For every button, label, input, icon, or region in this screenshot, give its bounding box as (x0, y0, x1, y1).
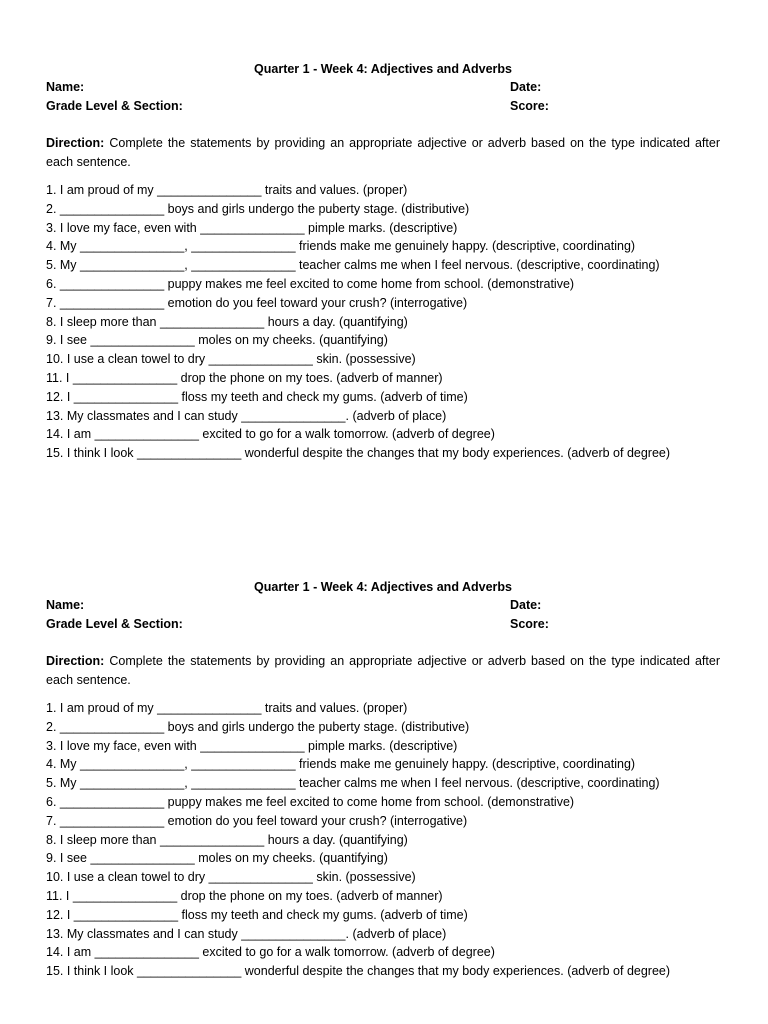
exercise-item-10: 10. I use a clean towel to dry _______________ skin. (possessive) (46, 352, 416, 367)
direction-text: Complete the statements by providing an appropriate adjective or adverb based on the type indicated after each sentence. (46, 136, 720, 169)
grade-score-row (46, 615, 720, 634)
direction-label: Direction: (46, 136, 105, 150)
exercise-item-6: 6. _______________ puppy makes me feel excited to come home from school. (demonstrative) (46, 794, 575, 809)
exercise-item-7: 7. _______________ emotion do you feel toward your crush? (interrogative) (46, 295, 468, 310)
exercise-item-11: 11. I _______________ drop the phone on my toes. (adverb of manner) (46, 888, 443, 903)
exercise-item-13: 13. My classmates and I can study _______________. (adverb of place) (46, 926, 447, 941)
score-label: Score: (510, 617, 549, 631)
exercise-item-8: 8. I sleep more than _______________ hours a day. (quantifying) (46, 314, 408, 329)
exercise-item-6: 6. _______________ puppy makes me feel excited to come home from school. (demonstrative) (46, 276, 575, 291)
exercise-item-1: 1. I am proud of my _______________ traits and values. (proper) (46, 183, 408, 197)
exercise-item-14: 14. I am _______________ excited to go for a walk tomorrow. (adverb of degree) (46, 427, 495, 442)
exercise-item-11: 11. I _______________ drop the phone on my toes. (adverb of manner) (46, 370, 443, 385)
grade-section-label: Grade Level & Section: (46, 99, 183, 113)
exercise-item-8: 8. I sleep more than _______________ hours a day. (quantifying) (46, 832, 408, 847)
exercise-item-2: 2. _______________ boys and girls undergo the puberty stage. (distributive) (46, 719, 470, 734)
grade-section-label: Grade Level & Section: (46, 617, 183, 631)
exercise-item-10: 10. I use a clean towel to dry _______________ skin. (possessive) (46, 870, 416, 885)
exercise-item-7: 7. _______________ emotion do you feel toward your crush? (interrogative) (46, 813, 468, 828)
score-label: Score: (510, 99, 549, 113)
exercise-item-5: 5. My _______________, _______________ teacher calms me when I feel nervous. (descriptive, coordinating) (46, 776, 660, 791)
worksheet-top (46, 60, 720, 463)
name-date-row (46, 596, 720, 615)
direction-paragraph (46, 652, 720, 689)
direction-text: Complete the statements by providing an appropriate adjective or adverb based on the type indicated after each sentence. (46, 654, 720, 687)
exercise-list (46, 181, 720, 463)
exercise-item-3: 3. I love my face, even with _______________ pimple marks. (descriptive) (46, 738, 458, 753)
exercise-item-3: 3. I love my face, even with _______________ pimple marks. (descriptive) (46, 220, 458, 235)
exercise-item-9: 9. I see _______________ moles on my cheeks. (quantifying) (46, 333, 388, 348)
worksheet-title: Quarter 1 - Week 4: Adjectives and Adverbs (254, 580, 512, 594)
exercise-list (46, 699, 720, 981)
name-label: Name: (46, 598, 85, 612)
exercise-item-1: 1. I am proud of my _______________ traits and values. (proper) (46, 701, 408, 715)
exercise-item-4: 4. My _______________, _______________ friends make me genuinely happy. (descriptive, coordinating) (46, 757, 636, 772)
name-date-row (46, 78, 720, 97)
worksheet-title: Quarter 1 - Week 4: Adjectives and Adverbs (254, 62, 512, 76)
direction-label: Direction: (46, 654, 105, 668)
exercise-item-2: 2. _______________ boys and girls undergo the puberty stage. (distributive) (46, 201, 470, 216)
name-label: Name: (46, 80, 85, 94)
date-label: Date: (510, 598, 542, 612)
direction-paragraph (46, 134, 720, 171)
exercise-item-12: 12. I _______________ floss my teeth and check my gums. (adverb of time) (46, 907, 468, 922)
exercise-item-9: 9. I see _______________ moles on my cheeks. (quantifying) (46, 851, 388, 866)
exercise-item-14: 14. I am _______________ excited to go for a walk tomorrow. (adverb of degree) (46, 945, 495, 960)
exercise-item-4: 4. My _______________, _______________ friends make me genuinely happy. (descriptive, coordinating) (46, 239, 636, 254)
worksheet-bottom (46, 578, 720, 981)
exercise-item-15: 15. I think I look _______________ wonderful despite the changes that my body experiences. (adverb of degree) (46, 446, 671, 461)
exercise-item-13: 13. My classmates and I can study _______________. (adverb of place) (46, 408, 447, 423)
exercise-item-15: 15. I think I look _______________ wonderful despite the changes that my body experiences. (adverb of degree) (46, 964, 671, 979)
exercise-item-5: 5. My _______________, _______________ teacher calms me when I feel nervous. (descriptive, coordinating) (46, 258, 660, 273)
grade-score-row (46, 97, 720, 116)
date-label: Date: (510, 80, 542, 94)
exercise-item-12: 12. I _______________ floss my teeth and check my gums. (adverb of time) (46, 389, 468, 404)
